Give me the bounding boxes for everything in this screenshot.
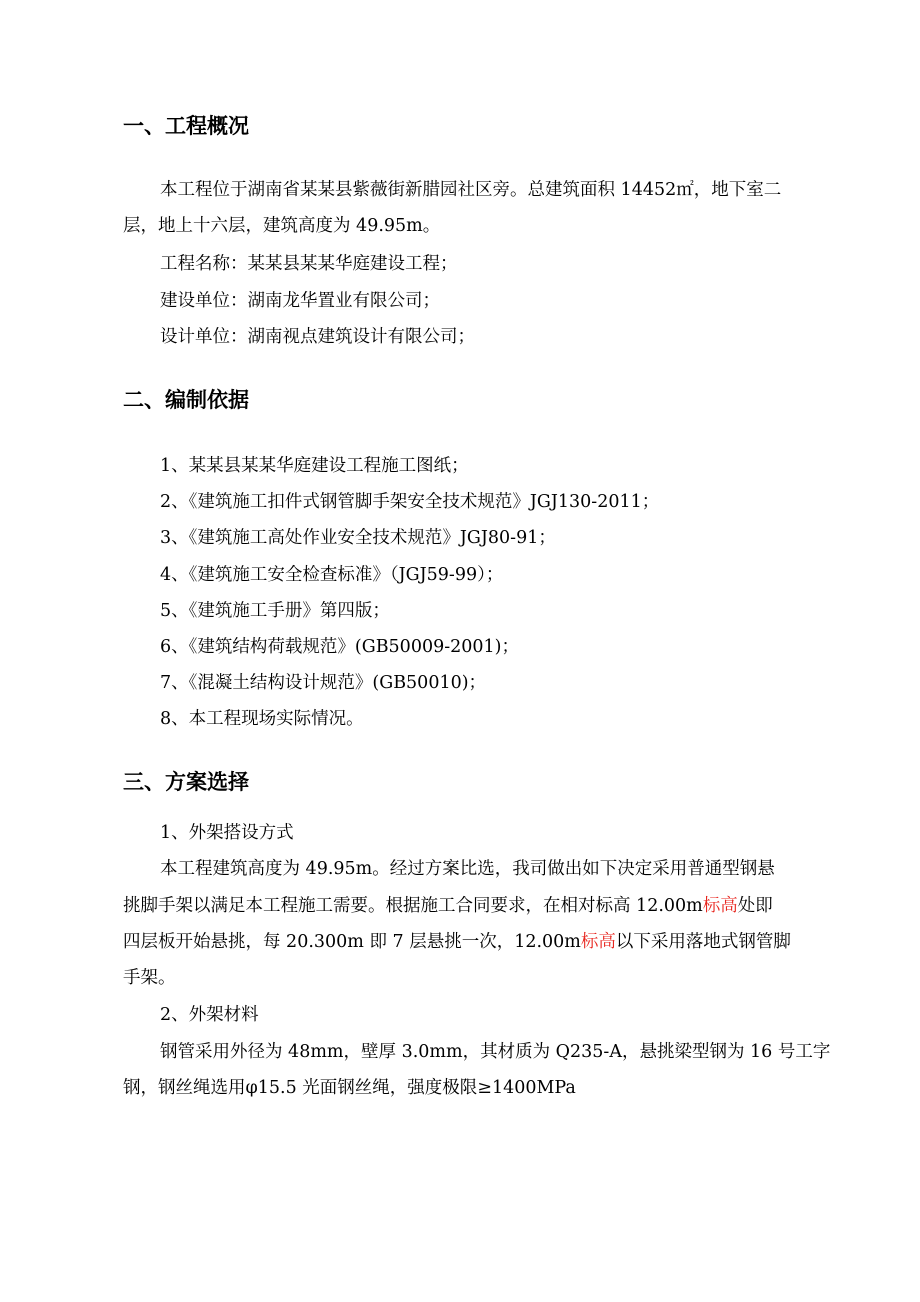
basis-item-3: 3、《建筑施工高处作业安全技术规范》JGJ80-91； xyxy=(160,528,556,548)
erection-line-4: 手架。 xyxy=(123,968,176,988)
erection-line-3-text-b: 以下采用落地式钢管脚 xyxy=(615,932,791,952)
subsection-title-materials: 2、外架材料 xyxy=(160,1005,259,1025)
erection-line-1: 本工程建筑高度为 49.95m。经过方案比选，我司做出如下决定采用普通型钢悬 xyxy=(160,859,775,879)
materials-line-2: 钢，钢丝绳选用φ15.5 光面钢丝绳，强度极限≥1400MPa xyxy=(123,1078,576,1098)
basis-item-1: 1、某某县某某华庭建设工程施工图纸； xyxy=(160,456,469,476)
project-name: 工程名称：某某县某某华庭建设工程； xyxy=(160,254,458,274)
section-heading-scheme: 三、方案选择 xyxy=(123,770,249,794)
erection-line-2-text-b: 处即 xyxy=(737,896,773,916)
elevation-highlight: 标高 xyxy=(580,932,616,952)
section-heading-basis: 二、编制依据 xyxy=(123,388,249,412)
basis-item-2: 2、《建筑施工扣件式钢管脚手架安全技术规范》JGJ130-2011； xyxy=(160,492,660,512)
elevation-highlight: 标高 xyxy=(702,896,738,916)
overview-paragraph-line-2: 层，地上十六层，建筑高度为 49.95m。 xyxy=(123,216,441,236)
basis-item-7: 7、《混凝土结构设计规范》(GB50010)； xyxy=(160,673,487,693)
erection-line-3 xyxy=(123,928,798,956)
design-unit: 设计单位：湖南视点建筑设计有限公司； xyxy=(160,327,475,347)
section-heading-overview: 一、工程概况 xyxy=(123,114,249,138)
erection-line-3-text-a: 四层板开始悬挑，每 20.300m 即 7 层悬挑一次，12.00m xyxy=(123,932,581,952)
construction-unit: 建设单位：湖南龙华置业有限公司； xyxy=(160,291,440,311)
subsection-title-erection: 1、外架搭设方式 xyxy=(160,823,294,843)
basis-item-4: 4、《建筑施工安全检查标准》（JGJ59-99）； xyxy=(160,565,504,585)
basis-item-6: 6、《建筑结构荷载规范》(GB50009-2001)； xyxy=(160,637,519,657)
materials-line-1: 钢管采用外径为 48mm，壁厚 3.0mm，其材质为 Q235-A，悬挑梁型钢为 16 号工字 xyxy=(160,1042,831,1062)
erection-line-2 xyxy=(123,892,798,920)
erection-line-2-text-a: 挑脚手架以满足本工程施工需要。根据施工合同要求，在相对标高 12.00m xyxy=(123,896,703,916)
basis-item-5: 5、《建筑施工手册》第四版； xyxy=(160,601,390,621)
basis-item-8: 8、本工程现场实际情况。 xyxy=(160,709,364,729)
overview-paragraph-line-1: 本工程位于湖南省某某县紫薇街新腊园社区旁。总建筑面积 14452㎡，地下室二 xyxy=(160,180,782,200)
